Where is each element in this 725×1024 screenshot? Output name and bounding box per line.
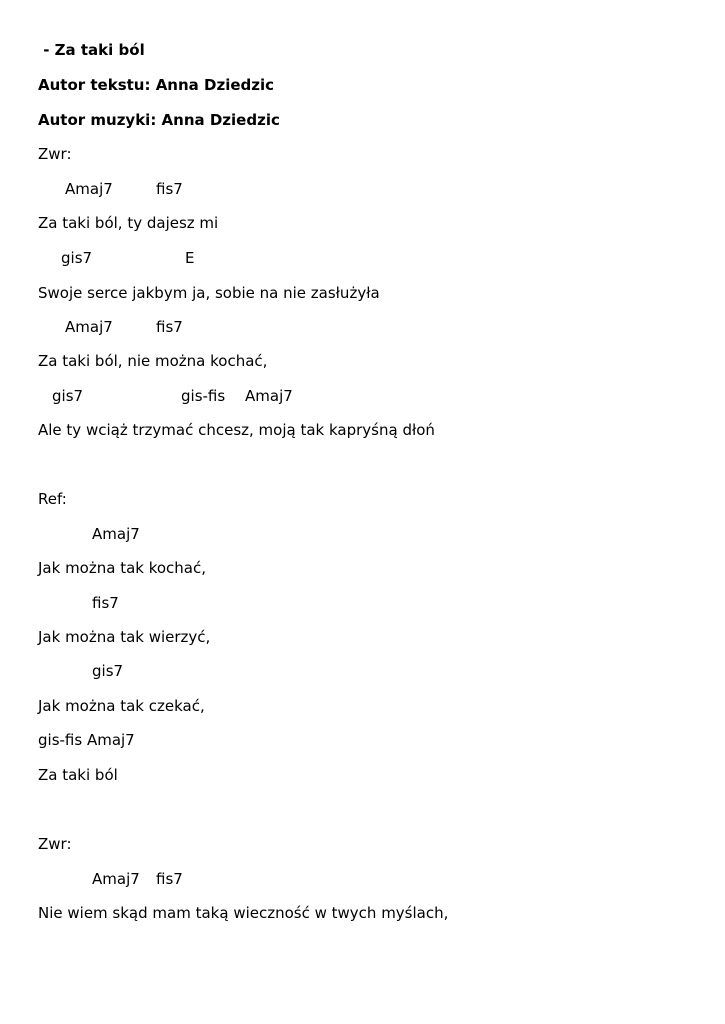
lyric-line: Ale ty wciąż trzymać chcesz, moją tak kapryśną dłoń [38,421,435,439]
lyric-line: Za taki ból, ty dajesz mi [38,214,219,232]
lyric-line: Nie wiem skąd mam taką wieczność w twych myślach, [38,904,449,922]
chord: gis7 [52,387,84,405]
lyric-line: Za taki ból, nie można kochać, [38,352,268,370]
chord-line: gis-fis Amaj7 [38,731,135,749]
chord: Amaj7 [92,525,140,543]
chord: Amaj7 [65,318,113,336]
lyric-line: Swoje serce jakbym ja, sobie na nie zasłużyła [38,284,380,302]
chord: Amaj7 [245,387,293,405]
chord: gis7 [61,249,93,267]
chord: fis7 [156,870,183,888]
verse-label: Zwr: [38,145,72,163]
lyric-line: Jak można tak wierzyć, [38,628,211,646]
chord: fis7 [92,594,119,612]
verse-label: Zwr: [38,835,72,853]
chord: fis7 [156,180,183,198]
lyric-line: Jak można tak kochać, [38,559,207,577]
lyric-line: Za taki ból [38,766,118,784]
chord: E [185,249,195,267]
chord: gis7 [92,662,124,680]
lyrics-author: Autor tekstu: Anna Dziedzic [38,76,275,94]
chord: fis7 [156,318,183,336]
lyric-line: Jak można tak czekać, [38,697,205,715]
chord: Amaj7 [65,180,113,198]
music-author: Autor muzyki: Anna Dziedzic [38,111,280,129]
song-title: - Za taki ból [38,41,145,59]
chorus-label: Ref: [38,490,67,508]
chord: Amaj7 [92,870,140,888]
chord: gis-fis [181,387,226,405]
